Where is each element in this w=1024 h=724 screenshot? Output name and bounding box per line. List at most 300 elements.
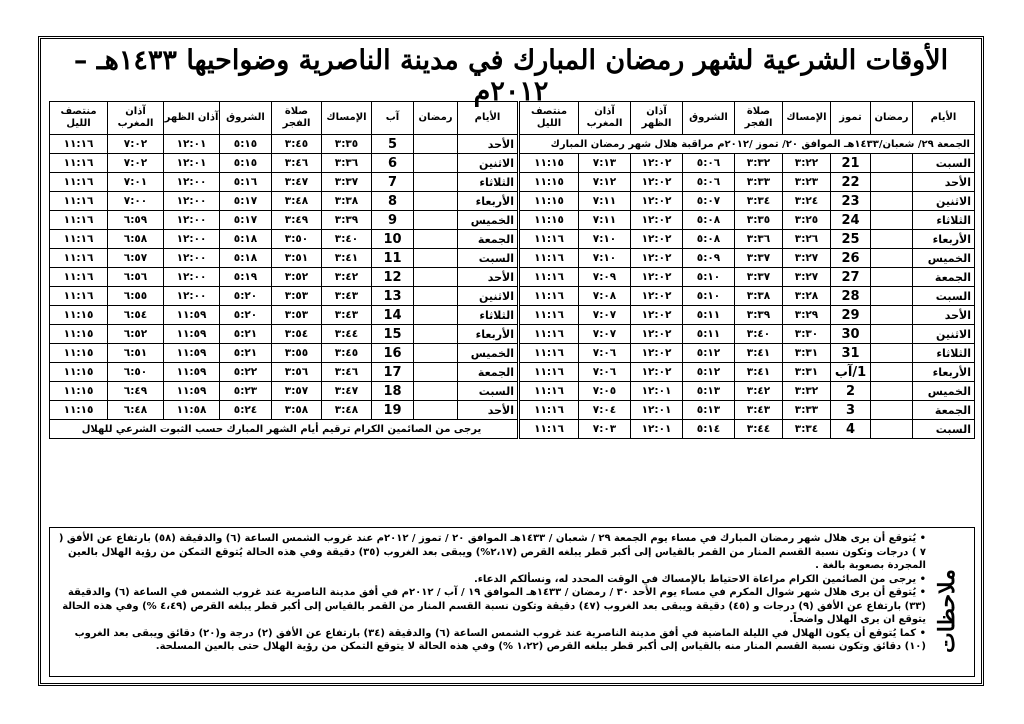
cell-day: الاثنين (458, 154, 518, 173)
cell-date: 11 (372, 249, 414, 268)
cell-day: الخميس (458, 344, 518, 363)
table-row (50, 135, 518, 154)
cell-imsak: ٣:٣٣ (783, 401, 831, 420)
table-row (520, 192, 975, 211)
table-row (520, 344, 975, 363)
cell-date: 4 (831, 420, 871, 439)
cell-imsak: ٣:٤٠ (322, 230, 372, 249)
column-header: آب (372, 102, 414, 135)
cell-dhuhr: ١٢:٠١ (631, 382, 683, 401)
cell-dhuhr: ١٢:٠٠ (164, 173, 220, 192)
cell-ramadan (871, 401, 913, 420)
cell-imsak: ٣:٣٤ (783, 420, 831, 439)
cell-date: 25 (831, 230, 871, 249)
cell-day: الأحد (458, 135, 518, 154)
note-item: • كما يُتوقع أن يكون الهلال في الليلة الماضية في أفق مدينة الناصرية عند غروب الشمس الساعة (٦) والدقيقة (٣٤) بارتفاع عن الأفق (٢) درجة و(٢٠) دقائق ويبقى بعد الغروب (١٠) دقائق وتكون نسبة القسم المنار منه بالقياس إلى أكبر قطر يبلغه القرص (١،٢٢ %) وفي هذه الحالة لا يتوقع التمكن من رؤية الهلال حتى بالعين المسلحة. (74, 627, 926, 652)
cell-shurooq: ٥:١٦ (220, 173, 272, 192)
cell-day: الأحد (458, 401, 518, 420)
note-item: • يُتوقع أن يرى هلال شهر رمضان المبارك في مساء يوم الجمعة ٢٩ / شعبان / ١٤٣٣هـ الموافق ٢٠ / تموز / ٢٠١٢م عند غروب الشمس الساعة (٦) والدقيقة (٥٨) بارتفاع عن الأفق ( ٧ ) درجات وتكون نسبة القسم المنار من القمر بالقياس إلى أكبر قطر يبلغه القرص (٢،١٧%) ويبقى بعد الغروب (٣٥) دقيقة وفي هذه الحالة يُتوقع التمكن من رؤية الهلال بالعين المجردة بصعوبة بالغة . (58, 533, 926, 571)
table-row (520, 173, 975, 192)
table-row (520, 154, 975, 173)
left-table-body (50, 135, 518, 439)
cell-date: 9 (372, 211, 414, 230)
cell-ramadan (871, 325, 913, 344)
cell-shurooq: ٥:١١ (683, 306, 735, 325)
cell-maghrib: ٧:١٢ (579, 173, 631, 192)
cell-midnight: ١١:١٦ (520, 230, 579, 249)
cell-date: 13 (372, 287, 414, 306)
cell-ramadan (871, 287, 913, 306)
cell-ramadan (871, 344, 913, 363)
cell-fajr: ٣:٤٧ (272, 173, 322, 192)
table-row (50, 173, 518, 192)
cell-maghrib: ٦:٥٧ (108, 249, 164, 268)
cell-dhuhr: ١٢:٠٢ (631, 363, 683, 382)
table-row (50, 306, 518, 325)
cell-midnight: ١١:١٦ (50, 192, 108, 211)
cell-day: الثلاثاء (458, 306, 518, 325)
cell-day: الأربعاء (458, 325, 518, 344)
table-row (520, 211, 975, 230)
cell-date: 19 (372, 401, 414, 420)
cell-midnight: ١١:١٦ (520, 382, 579, 401)
cell-midnight: ١١:١٦ (520, 401, 579, 420)
cell-ramadan (871, 382, 913, 401)
cell-fajr: ٣:٤٣ (735, 401, 783, 420)
cell-dhuhr: ١٢:٠٢ (631, 192, 683, 211)
cell-dhuhr: ١٢:٠٢ (631, 154, 683, 173)
cell-shurooq: ٥:١٨ (220, 230, 272, 249)
cell-day: الاثنين (458, 287, 518, 306)
cell-shurooq: ٥:١٥ (220, 154, 272, 173)
cell-fajr: ٣:٤٤ (735, 420, 783, 439)
cell-midnight: ١١:١٥ (50, 363, 108, 382)
notes-list (56, 532, 926, 654)
cell-maghrib: ٧:١١ (579, 192, 631, 211)
column-header: رمضان (414, 102, 458, 135)
cell-fajr: ٣:٥٤ (272, 325, 322, 344)
cell-fajr: ٣:٥٦ (272, 363, 322, 382)
cell-imsak: ٣:٣٠ (783, 325, 831, 344)
cell-fajr: ٣:٣٧ (735, 268, 783, 287)
cell-midnight: ١١:١٥ (50, 401, 108, 420)
cell-dhuhr: ١٢:٠٠ (164, 230, 220, 249)
intro-text: الجمعة ٢٩/ شعبان/١٤٣٣هـ الموافق ٢٠/ تموز /٢٠١٢م مراقبة هلال شهر رمضان المبارك (520, 135, 975, 154)
cell-ramadan (414, 268, 458, 287)
cell-imsak: ٣:٢٧ (783, 268, 831, 287)
column-header: الإمساك (322, 102, 372, 135)
cell-date: 15 (372, 325, 414, 344)
cell-dhuhr: ١٢:٠٠ (164, 249, 220, 268)
cell-midnight: ١١:١٥ (520, 173, 579, 192)
cell-day: السبت (458, 249, 518, 268)
column-header: الشروق (220, 102, 272, 135)
cell-maghrib: ٧:٠٧ (579, 306, 631, 325)
cell-fajr: ٣:٤٥ (272, 135, 322, 154)
cell-maghrib: ٧:٠٦ (579, 344, 631, 363)
cell-imsak: ٣:٤٢ (322, 268, 372, 287)
cell-imsak: ٣:٤٦ (322, 363, 372, 382)
cell-dhuhr: ١٢:٠١ (631, 420, 683, 439)
cell-dhuhr: ١٢:٠٢ (631, 287, 683, 306)
page-title: الأوقات الشرعية لشهر رمضان المبارك في مدينة الناصرية وضواحيها ١٤٣٣هـ – ٢٠١٢م (73, 45, 949, 107)
cell-ramadan (414, 173, 458, 192)
cell-dhuhr: ١١:٥٩ (164, 325, 220, 344)
cell-maghrib: ٧:٠٥ (579, 382, 631, 401)
cell-dhuhr: ١١:٥٩ (164, 344, 220, 363)
cell-day: الاثنين (913, 192, 975, 211)
cell-maghrib: ٧:٠٩ (579, 268, 631, 287)
cell-maghrib: ٧:٠٨ (579, 287, 631, 306)
cell-shurooq: ٥:١١ (683, 325, 735, 344)
cell-fajr: ٣:٣٩ (735, 306, 783, 325)
note-item: • يُتوقع أن يرى هلال شهر شوال المكرم في مساء يوم الأحد ٣٠ / رمضان / ١٤٣٣هـ الموافق ١٩ / آب / ٢٠١٢م في أفق مدينة الناصرية عند غروب الشمس في الساعة (٦) والدقيقة (٣٣) بارتفاع عن الأفق (٩) درجات و (٤٥) دقيقة ويبقى بعد الغروب (٤٧) دقيقة وتكون نسبة القسم المنار من القمر بالقياس إلى أكبر قطر يبلغه القرص (٤،٤٩ %) وفي هذه الحالة يتوقع ان يرى الهلال واضحاً. (62, 587, 926, 625)
cell-date: 21 (831, 154, 871, 173)
cell-midnight: ١١:١٦ (50, 268, 108, 287)
table-row (520, 249, 975, 268)
table-row (520, 401, 975, 420)
cell-day: الخميس (913, 382, 975, 401)
left-timetable (49, 101, 518, 439)
cell-date: 31 (831, 344, 871, 363)
cell-dhuhr: ١٢:٠١ (164, 135, 220, 154)
cell-midnight: ١١:١٥ (50, 306, 108, 325)
cell-ramadan (871, 249, 913, 268)
table-row (50, 344, 518, 363)
cell-ramadan (871, 306, 913, 325)
table-row (50, 287, 518, 306)
cell-shurooq: ٥:٢١ (220, 344, 272, 363)
cell-shurooq: ٥:٢٣ (220, 382, 272, 401)
cell-shurooq: ٥:١٣ (683, 382, 735, 401)
cell-shurooq: ٥:٠٦ (683, 173, 735, 192)
cell-maghrib: ٧:٠٢ (108, 135, 164, 154)
table-row (520, 287, 975, 306)
cell-imsak: ٣:٤٣ (322, 287, 372, 306)
column-header: صلاة الفجر (272, 102, 322, 135)
cell-midnight: ١١:١٦ (520, 344, 579, 363)
cell-fajr: ٣:٣٤ (735, 192, 783, 211)
cell-maghrib: ٦:٥١ (108, 344, 164, 363)
cell-imsak: ٣:٣٩ (322, 211, 372, 230)
cell-maghrib: ٦:٥٦ (108, 268, 164, 287)
cell-shurooq: ٥:٠٨ (683, 211, 735, 230)
cell-day: السبت (458, 382, 518, 401)
table-row (520, 382, 975, 401)
cell-midnight: ١١:١٦ (50, 211, 108, 230)
column-header: آذان المغرب (108, 102, 164, 135)
cell-ramadan (414, 306, 458, 325)
cell-shurooq: ٥:١٧ (220, 211, 272, 230)
page-frame (38, 36, 984, 686)
notes-label: ملاحظات (934, 569, 960, 653)
cell-fajr: ٣:٤٩ (272, 211, 322, 230)
cell-maghrib: ٦:٥٥ (108, 287, 164, 306)
column-header: منتصف الليل (520, 102, 579, 135)
cell-day: الثلاثاء (913, 344, 975, 363)
cell-imsak: ٣:٢٩ (783, 306, 831, 325)
cell-dhuhr: ١٢:٠٢ (631, 306, 683, 325)
cell-fajr: ٣:٣٦ (735, 230, 783, 249)
cell-ramadan (871, 154, 913, 173)
cell-shurooq: ٥:٢٠ (220, 306, 272, 325)
cell-midnight: ١١:١٦ (50, 135, 108, 154)
cell-dhuhr: ١٢:٠٢ (631, 249, 683, 268)
cell-maghrib: ٧:٠٦ (579, 363, 631, 382)
column-header: آذان الظهر (631, 102, 683, 135)
cell-day: الاثنين (913, 325, 975, 344)
cell-dhuhr: ١١:٥٨ (164, 401, 220, 420)
table-row (50, 382, 518, 401)
cell-midnight: ١١:١٥ (520, 154, 579, 173)
cell-fajr: ٣:٣٧ (735, 249, 783, 268)
cell-fajr: ٣:٤٢ (735, 382, 783, 401)
cell-maghrib: ٦:٤٨ (108, 401, 164, 420)
cell-dhuhr: ١٢:٠١ (164, 154, 220, 173)
table-row (520, 420, 975, 439)
right-table-body (520, 135, 975, 439)
cell-midnight: ١١:١٦ (520, 325, 579, 344)
footer-note: يرجى من الصائمين الكرام ترقيم أيام الشهر المبارك حسب الثبوت الشرعي للهلال (50, 420, 518, 439)
cell-fajr: ٣:٥٣ (272, 287, 322, 306)
cell-fajr: ٣:٥٥ (272, 344, 322, 363)
table-row (50, 268, 518, 287)
cell-maghrib: ٧:٠٧ (579, 325, 631, 344)
cell-imsak: ٣:٢٦ (783, 230, 831, 249)
cell-dhuhr: ١٢:٠٢ (631, 268, 683, 287)
cell-ramadan (414, 344, 458, 363)
cell-date: 17 (372, 363, 414, 382)
cell-day: السبت (913, 420, 975, 439)
notes-box (49, 527, 975, 677)
table-row (50, 154, 518, 173)
cell-shurooq: ٥:٠٨ (683, 230, 735, 249)
cell-shurooq: ٥:١٢ (683, 363, 735, 382)
cell-date: 14 (372, 306, 414, 325)
cell-shurooq: ٥:٠٦ (683, 154, 735, 173)
cell-fajr: ٣:٥٧ (272, 382, 322, 401)
cell-shurooq: ٥:٢١ (220, 325, 272, 344)
cell-fajr: ٣:٤١ (735, 344, 783, 363)
intro-row (520, 135, 975, 154)
table-row (50, 401, 518, 420)
cell-ramadan (871, 211, 913, 230)
cell-fajr: ٣:٣٨ (735, 287, 783, 306)
cell-day: الثلاثاء (458, 173, 518, 192)
cell-dhuhr: ١١:٥٩ (164, 363, 220, 382)
cell-fajr: ٣:٤٨ (272, 192, 322, 211)
cell-imsak: ٣:٣٢ (783, 382, 831, 401)
cell-ramadan (414, 401, 458, 420)
cell-ramadan (414, 192, 458, 211)
cell-ramadan (414, 135, 458, 154)
cell-shurooq: ٥:٢٠ (220, 287, 272, 306)
cell-imsak: ٣:٤٥ (322, 344, 372, 363)
cell-shurooq: ٥:١٧ (220, 192, 272, 211)
cell-day: الجمعة (458, 363, 518, 382)
cell-fajr: ٣:٤٠ (735, 325, 783, 344)
cell-imsak: ٣:٣٥ (322, 135, 372, 154)
cell-midnight: ١١:١٦ (50, 230, 108, 249)
cell-shurooq: ٥:٢٢ (220, 363, 272, 382)
cell-date: 6 (372, 154, 414, 173)
cell-date: 3 (831, 401, 871, 420)
cell-date: 29 (831, 306, 871, 325)
cell-date: 1/آب (831, 363, 871, 382)
cell-imsak: ٣:٤٧ (322, 382, 372, 401)
cell-imsak: ٣:٣٨ (322, 192, 372, 211)
cell-maghrib: ٧:٠٢ (108, 154, 164, 173)
cell-imsak: ٣:٢٨ (783, 287, 831, 306)
cell-date: 2 (831, 382, 871, 401)
cell-shurooq: ٥:١٠ (683, 287, 735, 306)
footer-row (50, 420, 518, 439)
cell-maghrib: ٦:٥٩ (108, 211, 164, 230)
cell-shurooq: ٥:٠٩ (683, 249, 735, 268)
cell-dhuhr: ١٢:٠٢ (631, 211, 683, 230)
cell-ramadan (871, 230, 913, 249)
cell-imsak: ٣:٢٤ (783, 192, 831, 211)
cell-day: الجمعة (913, 401, 975, 420)
cell-midnight: ١١:١٦ (520, 268, 579, 287)
cell-ramadan (414, 230, 458, 249)
cell-date: 28 (831, 287, 871, 306)
cell-dhuhr: ١٢:٠١ (631, 401, 683, 420)
cell-midnight: ١١:١٦ (520, 249, 579, 268)
cell-date: 16 (372, 344, 414, 363)
cell-maghrib: ٧:١٠ (579, 249, 631, 268)
cell-ramadan (871, 363, 913, 382)
cell-midnight: ١١:١٦ (520, 287, 579, 306)
cell-date: 22 (831, 173, 871, 192)
cell-midnight: ١١:١٦ (50, 173, 108, 192)
column-header: رمضان (871, 102, 913, 135)
table-row (50, 325, 518, 344)
column-header: آذان الظهر (164, 102, 220, 135)
cell-shurooq: ٥:٠٧ (683, 192, 735, 211)
cell-day: الخميس (458, 211, 518, 230)
cell-fajr: ٣:٥٣ (272, 306, 322, 325)
cell-ramadan (871, 192, 913, 211)
cell-date: 30 (831, 325, 871, 344)
cell-fajr: ٣:٥١ (272, 249, 322, 268)
cell-shurooq: ٥:١٥ (220, 135, 272, 154)
cell-imsak: ٣:٤٤ (322, 325, 372, 344)
cell-shurooq: ٥:١٠ (683, 268, 735, 287)
cell-shurooq: ٥:١٤ (683, 420, 735, 439)
cell-date: 5 (372, 135, 414, 154)
cell-fajr: ٣:٣٥ (735, 211, 783, 230)
table-row (520, 230, 975, 249)
cell-dhuhr: ١٢:٠٠ (164, 192, 220, 211)
cell-shurooq: ٥:٢٤ (220, 401, 272, 420)
cell-imsak: ٣:٢٣ (783, 173, 831, 192)
cell-maghrib: ٦:٤٩ (108, 382, 164, 401)
cell-date: 10 (372, 230, 414, 249)
cell-ramadan (871, 173, 913, 192)
cell-imsak: ٣:٣٧ (322, 173, 372, 192)
cell-date: 8 (372, 192, 414, 211)
cell-midnight: ١١:١٦ (520, 306, 579, 325)
table-row (520, 363, 975, 382)
cell-date: 26 (831, 249, 871, 268)
cell-maghrib: ٦:٥٠ (108, 363, 164, 382)
cell-date: 12 (372, 268, 414, 287)
cell-maghrib: ٦:٥٤ (108, 306, 164, 325)
cell-midnight: ١١:١٥ (520, 211, 579, 230)
cell-imsak: ٣:٤٨ (322, 401, 372, 420)
cell-maghrib: ٦:٥٨ (108, 230, 164, 249)
cell-date: 27 (831, 268, 871, 287)
cell-dhuhr: ١٢:٠٢ (631, 173, 683, 192)
column-header: الإمساك (783, 102, 831, 135)
cell-ramadan (414, 325, 458, 344)
cell-fajr: ٣:٣٣ (735, 173, 783, 192)
table-row (50, 211, 518, 230)
column-header: تموز (831, 102, 871, 135)
tables-area (49, 101, 975, 523)
cell-day: الأحد (913, 306, 975, 325)
cell-day: الأحد (913, 173, 975, 192)
cell-ramadan (414, 154, 458, 173)
cell-ramadan (414, 287, 458, 306)
cell-dhuhr: ١٢:٠٢ (631, 325, 683, 344)
cell-day: الأربعاء (458, 192, 518, 211)
column-header: الأيام (458, 102, 518, 135)
cell-fajr: ٣:٣٢ (735, 154, 783, 173)
cell-day: السبت (913, 287, 975, 306)
cell-midnight: ١١:١٥ (50, 382, 108, 401)
cell-maghrib: ٧:٠١ (108, 173, 164, 192)
cell-fajr: ٣:٥٨ (272, 401, 322, 420)
cell-fajr: ٣:٥٠ (272, 230, 322, 249)
cell-midnight: ١١:١٦ (520, 420, 579, 439)
note-item: • يرجى من الصائمين الكرام مراعاة الاحتياط بالإمساك في الوقت المحدد له، ونسألكم الدعاء. (473, 573, 926, 585)
cell-dhuhr: ١١:٥٩ (164, 306, 220, 325)
cell-date: 24 (831, 211, 871, 230)
cell-day: الأحد (458, 268, 518, 287)
cell-shurooq: ٥:١٢ (683, 344, 735, 363)
table-row (50, 249, 518, 268)
column-header: صلاة الفجر (735, 102, 783, 135)
cell-imsak: ٣:٤١ (322, 249, 372, 268)
cell-day: الأربعاء (913, 230, 975, 249)
cell-day: السبت (913, 154, 975, 173)
cell-maghrib: ٧:١١ (579, 211, 631, 230)
cell-imsak: ٣:٣١ (783, 363, 831, 382)
table-row (50, 192, 518, 211)
cell-maghrib: ٦:٥٢ (108, 325, 164, 344)
cell-maghrib: ٧:٠٣ (579, 420, 631, 439)
cell-day: الثلاثاء (913, 211, 975, 230)
table-row (520, 325, 975, 344)
cell-midnight: ١١:١٦ (50, 287, 108, 306)
cell-day: الخميس (913, 249, 975, 268)
cell-shurooq: ٥:١٩ (220, 268, 272, 287)
right-timetable (519, 101, 975, 439)
cell-imsak: ٣:٣١ (783, 344, 831, 363)
cell-imsak: ٣:٢٢ (783, 154, 831, 173)
cell-midnight: ١١:١٥ (520, 192, 579, 211)
cell-shurooq: ٥:١٣ (683, 401, 735, 420)
cell-day: الجمعة (458, 230, 518, 249)
cell-fajr: ٣:٤٦ (272, 154, 322, 173)
cell-ramadan (414, 249, 458, 268)
cell-imsak: ٣:٢٧ (783, 249, 831, 268)
left-table-header (50, 102, 518, 135)
cell-maghrib: ٧:١٣ (579, 154, 631, 173)
cell-maghrib: ٧:١٠ (579, 230, 631, 249)
